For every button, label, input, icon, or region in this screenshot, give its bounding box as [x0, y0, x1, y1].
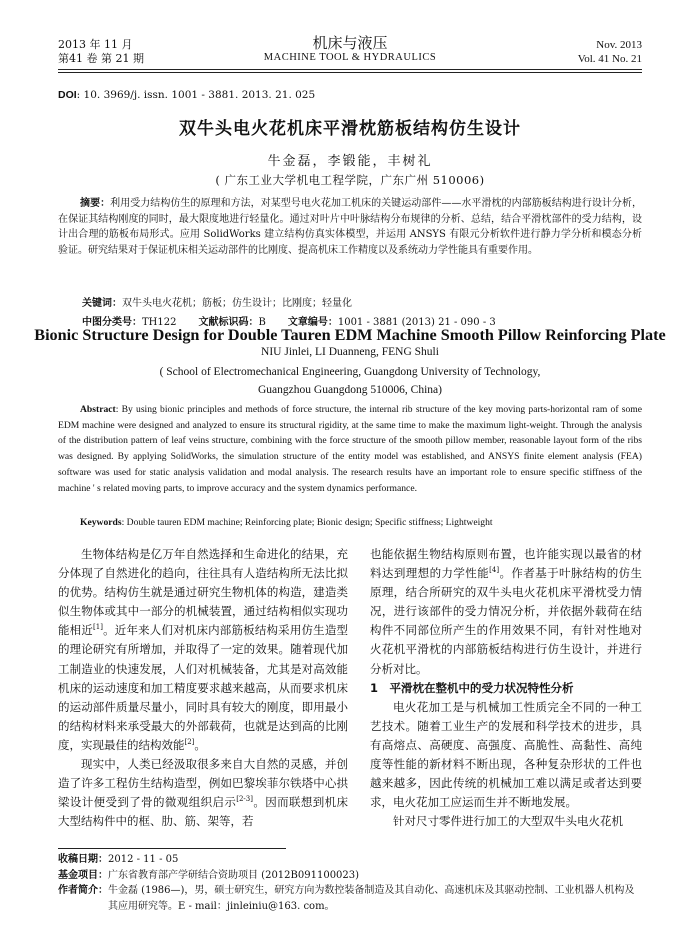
- abstract-en-text: : By using bionic principles and methods of force structure, the internal rib structure of the key moving parts-horizontal ram of some EDM machine were designed and analyzed to ensure its structural rigidity, at the same time to make the maximum light-weight. Through the analysis of the distribution pattern of leaf veins structure, combining with the force structure of the smooth pillow member, reasonable layout form of the ribs was designed. By applying SolidWorks, the simulation structure of the entity model was established, and ANSYS finite element analysis (FEA) software was used for static analysis validation and modal analysis. The research results have an important role to ensure specific stiffness of the machine ' s related moving parts, to improve accuracy and the system dynamics performance.: [58, 404, 642, 494]
- affiliation-en-line2: Guangzhou Guangdong 510006, China): [258, 384, 442, 396]
- header-right: [578, 38, 642, 66]
- doc-code-value: B: [258, 317, 266, 328]
- doi-value: : 10. 3969/j. issn. 1001 - 3881. 2013. 21. 025: [76, 89, 316, 101]
- abstract-en-label: Abstract: [80, 404, 116, 415]
- footnote-rule: [58, 848, 286, 849]
- body-paragraph: 电火花加工是与机械加工性质完全不同的一种工艺技术。随着工业生产的发展和科学技术的进步，具有高熔点、高硬度、高强度、高脆性、高黏性、高纯度等性能的新材料不断出现，各种复杂形状的工件也越来越多，因此传统的机械加工难以满足或者达到要求，电火花加工应运而生并不断地发展。: [370, 699, 642, 810]
- section-heading: 1 平滑枕在整机中的受力状况特性分析: [370, 680, 574, 695]
- keywords-en: [80, 517, 642, 528]
- citation-ref: [1]: [93, 623, 103, 632]
- abstract-zh-label: 摘要：: [80, 198, 111, 209]
- keywords-zh-text: 双牛头电火花机；筋板；仿生设计；比刚度；轻量化: [122, 298, 352, 309]
- clc-value: TH122: [142, 317, 177, 328]
- footnote: [58, 852, 642, 915]
- doc-code-label: 文献标识码：: [198, 317, 259, 328]
- citation-ref: [4]: [489, 566, 500, 575]
- clc-label: 中图分类号：: [82, 317, 142, 328]
- journal-name-en: MACHINE TOOL & HYDRAULICS: [263, 52, 437, 63]
- header-rule-thin: [58, 72, 642, 73]
- citation-ref: [2-3]: [236, 795, 253, 804]
- abstract-zh: [58, 196, 642, 258]
- issue-volume-en: Vol. 41 No. 21: [577, 53, 642, 65]
- journal-name-zh: 机床与液压: [312, 34, 388, 52]
- article-title-zh: 双牛头电火花机床平滑枕筋板结构仿生设计: [179, 119, 521, 139]
- body-column-left: [58, 545, 348, 831]
- body-paragraph: 生物体结构是亿万年自然选择和生命进化的结果，充分体现了自然进化的趋向，往往具有人造结构所无法比拟的优势。结构仿生就是通过研究生物机体的构造，建造类似生物体或其中一部分的机械装置，通过结构相似实现功能相近[1]。近年来人们对机床内部筋板结构采用仿生造型的理论研究有所增加，并取得了一定的效果。随着现代加工制造业的快速发展，人们对机械装备，尤其是对高效能机床的运动速度和加工精度要求越来越高，从而要求机床的运动部件质量尽量小，同时具有较大的刚度，即用最小的结构材料来承受最大的外部载荷，也就是达到高的比刚度，实现最佳的结构效能[2]。: [58, 547, 349, 752]
- authors-en: NIU Jinlei, LI Duanneng, FENG Shuli: [261, 346, 439, 358]
- header-rule-thick: [58, 69, 642, 70]
- doi-label: DOI: [58, 89, 77, 101]
- body-paragraph: 针对尺寸零件进行加工的大型双牛头电火花机: [393, 814, 623, 829]
- doi-line: [58, 89, 315, 101]
- keywords-en-text: : Double tauren EDM machine; Reinforcing plate; Bionic design; Specific stiffness; Lightweight: [121, 517, 493, 528]
- issue-date-en: Nov. 2013: [596, 39, 642, 51]
- footnote-author: 作者简介： 牛金磊 (1986—)，男，硕士研究生，研究方向为数控装备制造及其自动化、高速机床及其驱动控制、工业机器人机构及其应用研究等。E - mail：jinleiniu@163. com。: [58, 885, 635, 913]
- affiliation-zh: ( 广东工业大学机电工程学院，广东广州 510006): [215, 173, 485, 187]
- keywords-en-label: Keywords: [80, 517, 122, 528]
- authors-zh: 牛金磊，李锻能，丰树礼: [267, 154, 433, 169]
- footnote-received: 收稿日期： 2012 - 11 - 05: [58, 854, 179, 865]
- body-paragraph: 也能依据生物结构原则布置，也许能实现以最省的材料达到理想的力学性能[4]。作者基于叶脉结构的仿生原理，结合所研究的双牛头电火花机床平滑枕受力情况，进行该部件的受力情况分析，并依据外载荷在结构件不同部位所产生的作用效果不同，有针对性地对火花机平滑枕的内部筋板结构进行仿生设计，并进行分析对比。: [370, 547, 643, 676]
- body-column-right: [370, 545, 642, 831]
- abstract-zh-text: 利用受力结构仿生的原理和方法，对某型号电火花加工机床的关键运动部件——水平滑枕的内部筋板结构进行设计分析，在保证其结构刚度的同时，最大限度地进行轻量化。通过对叶片中叶脉结构分布规律的分析、总结，结合平滑枕部件的受力结构，设计出合理的筋板布局形式。应用 SolidWorks 建立结构仿真实体模型，并运用 ANSYS 有限元分析软件进行静力学分析和模态分析验证。研究结果对于保证机床相关运动部件的比刚度、提高机床工作精度以及系统动力学性能具有重要作用。: [58, 198, 643, 256]
- article-number-label: 文章编号：: [287, 317, 338, 328]
- keywords-zh-label: 关键词：: [82, 298, 122, 309]
- issue-date: 2013 年 11 月: [58, 38, 133, 51]
- article-title-en: Bionic Structure Design for Double Tauren EDM Machine Smooth Pillow Reinforcing Plate: [34, 326, 666, 344]
- article-number-value: 1001 - 3881 (2013) 21 - 090 - 3: [337, 317, 496, 328]
- footnote-fund: 基金项目： 广东省教育部产学研结合资助项目 (2012B091100023): [58, 869, 360, 881]
- issue-volume: 第41 卷 第 21 期: [58, 52, 144, 65]
- abstract-en: [58, 402, 642, 496]
- body-paragraph: 现实中，人类已经汲取很多来自大自然的灵感，并创造了许多工程仿生结构造型，例如巴黎埃菲尔铁塔中心拱梁设计便受到了骨的微观组织启示[2-3]。因而联想到机床大型结构件中的框、肋、筋、架等，若: [58, 757, 349, 829]
- keywords-zh: [82, 296, 642, 311]
- affiliation-en-line1: ( School of Electromechanical Engineering, Guangdong University of Technology,: [159, 366, 541, 378]
- citation-ref: [2]: [184, 738, 195, 747]
